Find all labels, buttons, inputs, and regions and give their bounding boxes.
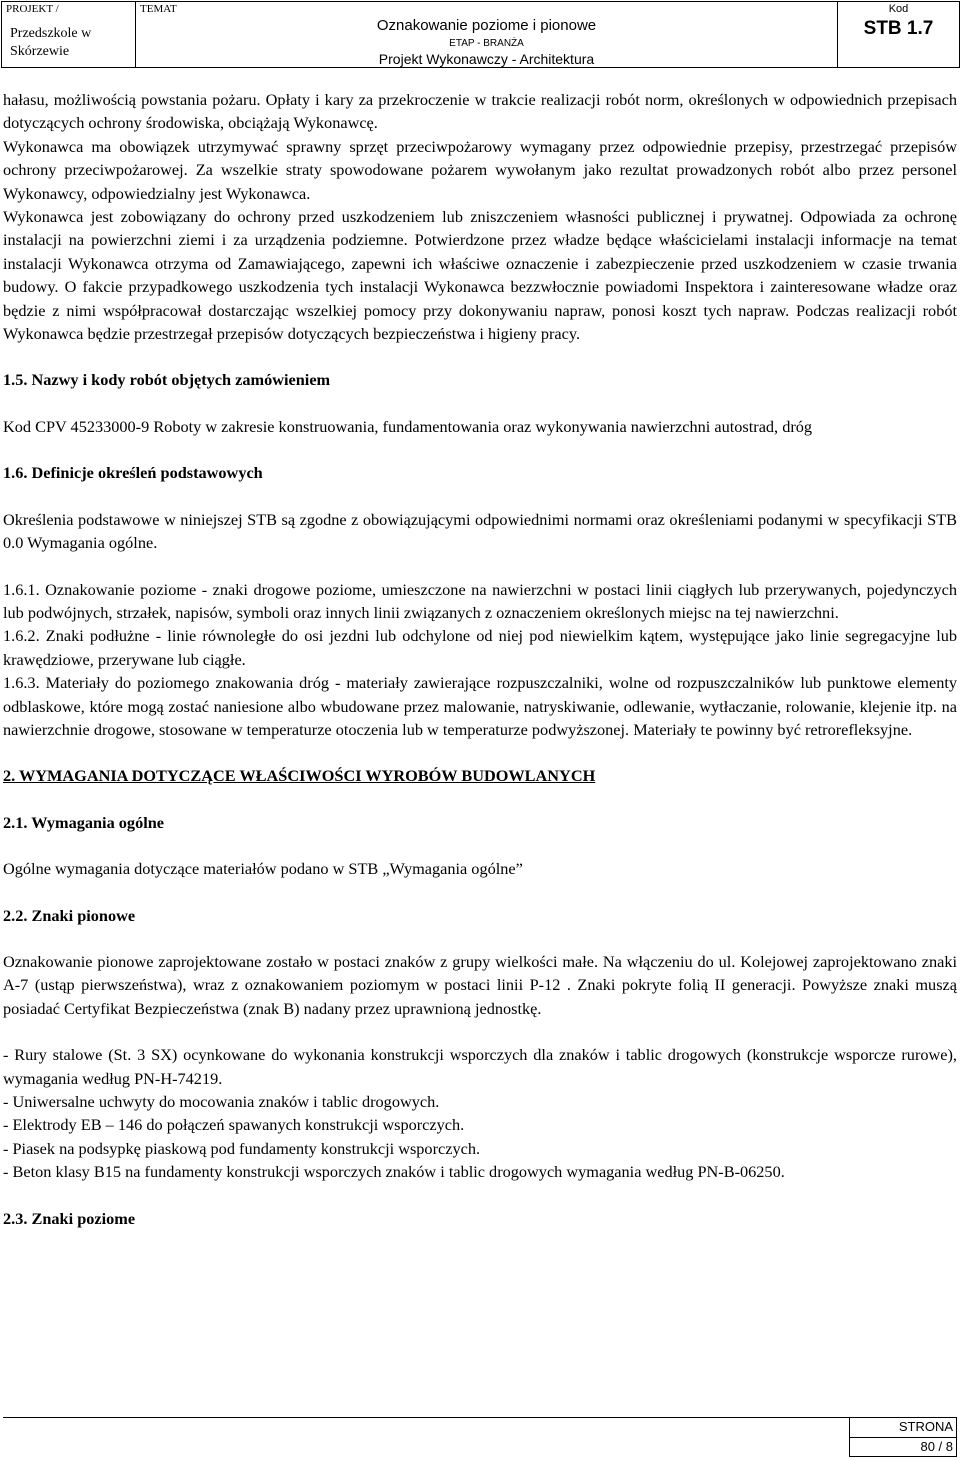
- header-project-cell: [2, 2, 136, 68]
- paragraph: Oznakowanie pionowe zaprojektowane zostało w postaci znaków z grupy wielkości małe. Na włączeniu do ul. Kolejowej zaprojektowano znaki A-7 (ustąp pierwszeństwa), wraz z oznakowaniem poziomym w postaci linii P-12 . Znaki pokryte folią II generacji. Powyższe znaki muszą posiadać Certyfikat Bezpieczeństwa (znak B) nadany przez uprawnioną jednostkę.: [3, 951, 957, 1018]
- definition-1-6-1: 1.6.1. Oznakowanie poziome - znaki drogowe poziome, umieszczone na nawierzchni w postaci linii ciągłych lub przerywanych, pojedynczych lub podwójnych, strzałek, napisów, symboli oraz innych linii związanych z oznaczeniem określonych miejsc na tej nawierzchni.: [3, 579, 957, 622]
- header-topic-cell: [136, 2, 838, 68]
- stage-label: ETAP - BRANŻA: [449, 38, 524, 49]
- project-type: Projekt Wykonawczy - Architektura: [378, 51, 595, 67]
- paragraph: Wykonawca ma obowiązek utrzymywać sprawny sprzęt przeciwpożarowy wymagany przez odpowiednie przepisy, przestrzegać przepisów ochrony przeciwpożarowej. Za wszelkie straty spowodowane pożarem wywołanym jako rezultat prowadzonych robót albo przez personel Wykonawcy, odpowiedzialny jest Wykonawca.: [3, 136, 957, 203]
- project-owner: Przedszkole w Skórzewie: [10, 26, 92, 59]
- paragraph-cpv: Kod CPV 45233000-9 Roboty w zakresie konstruowania, fundamentowania oraz wykonywania nawierzchni autostrad, dróg: [3, 416, 813, 436]
- paragraph: hałasu, możliwością powstania pożaru. Opłaty i kary za przekroczenie w trakcie realizacji robót norm, określonych w odpowiednich przepisach dotyczących ochrony środowiska, obciążają Wykonawcę.: [3, 90, 957, 133]
- project-label: PROJEKT /: [6, 3, 59, 15]
- section-heading-2: 2. WYMAGANIA DOTYCZĄCE WŁAŚCIWOŚCI WYROBÓW BUDOWLANYCH: [3, 766, 596, 786]
- paragraph: Wykonawca jest zobowiązany do ochrony przed uszkodzeniem lub zniszczeniem własności publicznej i prywatnej. Odpowiada za ochronę instalacji na powierzchni ziemi i za urządzenia podziemne. Potwierdzone przez władze będące właścicielami instalacji informacje na temat instalacji Wykonawca otrzyma od Zamawiającego, zapewni ich właściwe oznaczenie i zabezpieczenie przed uszkodzeniem w czasie trwania budowy. O fakcie przypadkowego uszkodzenia tych instalacji Wykonawca bezzwłocznie powiadomi Inspektora i zainteresowane władze oraz będzie z nimi współpracował dostarczając wszelkiej pomocy przy dokonywaniu napraw, ponosi koszt tych napraw. Podczas realizacji robót Wykonawca będzie przestrzegał przepisów dotyczących bezpieczeństwa i higieny pracy.: [3, 207, 957, 344]
- document-code: STB 1.7: [863, 18, 934, 39]
- section-heading-1-5: 1.5. Nazwy i kody robót objętych zamówieniem: [3, 370, 331, 390]
- paragraph: Określenia podstawowe w niniejszej STB są zgodne z obowiązującymi odpowiednimi normami oraz określeniami podanymi w specyfikacji STB 0.0 Wymagania ogólne.: [3, 509, 957, 553]
- section-heading-1-6: 1.6. Definicje określeń podstawowych: [3, 463, 263, 483]
- paragraph: Ogólne wymagania dotyczące materiałów podano w STB „Wymagania ogólne”: [3, 859, 523, 879]
- list-item: - Uniwersalne uchwyty do mocowania znaków i tablic drogowych.: [3, 1092, 440, 1111]
- document-body: [3, 88, 957, 1230]
- page-number: 80 / 8: [850, 1437, 957, 1457]
- code-label: Kod: [888, 3, 909, 15]
- page-footer: [849, 1417, 957, 1457]
- list-item: - Beton klasy B15 na fundamenty konstrukcji wsporczych znaków i tablic drogowych wymagania według PN-B-06250.: [3, 1162, 785, 1182]
- document-title: Oznakowanie poziome i pionowe: [376, 17, 597, 34]
- list-item: - Piasek na podsypkę piaskową pod fundamenty konstrukcji wsporczych.: [3, 1138, 481, 1158]
- section-heading-2-3: 2.3. Znaki poziome: [3, 1208, 136, 1228]
- section-heading-2-2: 2.2. Znaki pionowe: [3, 905, 136, 925]
- definition-1-6-2: 1.6.2. Znaki podłużne - linie równoległe do osi jezdni lub odchylone od niej pod niewielkim kątem, występujące jako linie segregacyjne lub krawędziowe, przerywane lub ciągłe.: [3, 626, 957, 669]
- list-item: - Elektrody EB – 146 do połączeń spawanych konstrukcji wsporczych.: [3, 1115, 465, 1135]
- page-header: [1, 1, 960, 68]
- definition-1-6-3: 1.6.3. Materiały do poziomego znakowania dróg - materiały zawierające rozpuszczalniki, wolne od rozpuszczalników lub punktowe elementy odblaskowe, które mogą zostać naniesione albo wbudowane przez malowanie, natryskiwanie, odlewanie, wytłaczanie, rolowanie, klejenie itp. na nawierzchnie drogowe, stosowane w temperaturze otoczenia lub w temperaturze podwyższonej. Materiały te powinny być retrorefleksyjne.: [3, 673, 957, 739]
- materials-list: [3, 1043, 957, 1183]
- header-code-cell: [838, 2, 960, 68]
- topic-label: TEMAT: [140, 3, 177, 15]
- section-heading-2-1: 2.1. Wymagania ogólne: [3, 812, 165, 832]
- list-item: - Rury stalowe (St. 3 SX) ocynkowane do wykonania konstrukcji wsporczych dla znaków i tablic drogowych (konstrukcje wsporcze rurowe), wymagania według PN-H-74219.: [3, 1045, 957, 1088]
- footer-rule: [3, 1417, 849, 1418]
- page-label: STRONA: [850, 1418, 957, 1438]
